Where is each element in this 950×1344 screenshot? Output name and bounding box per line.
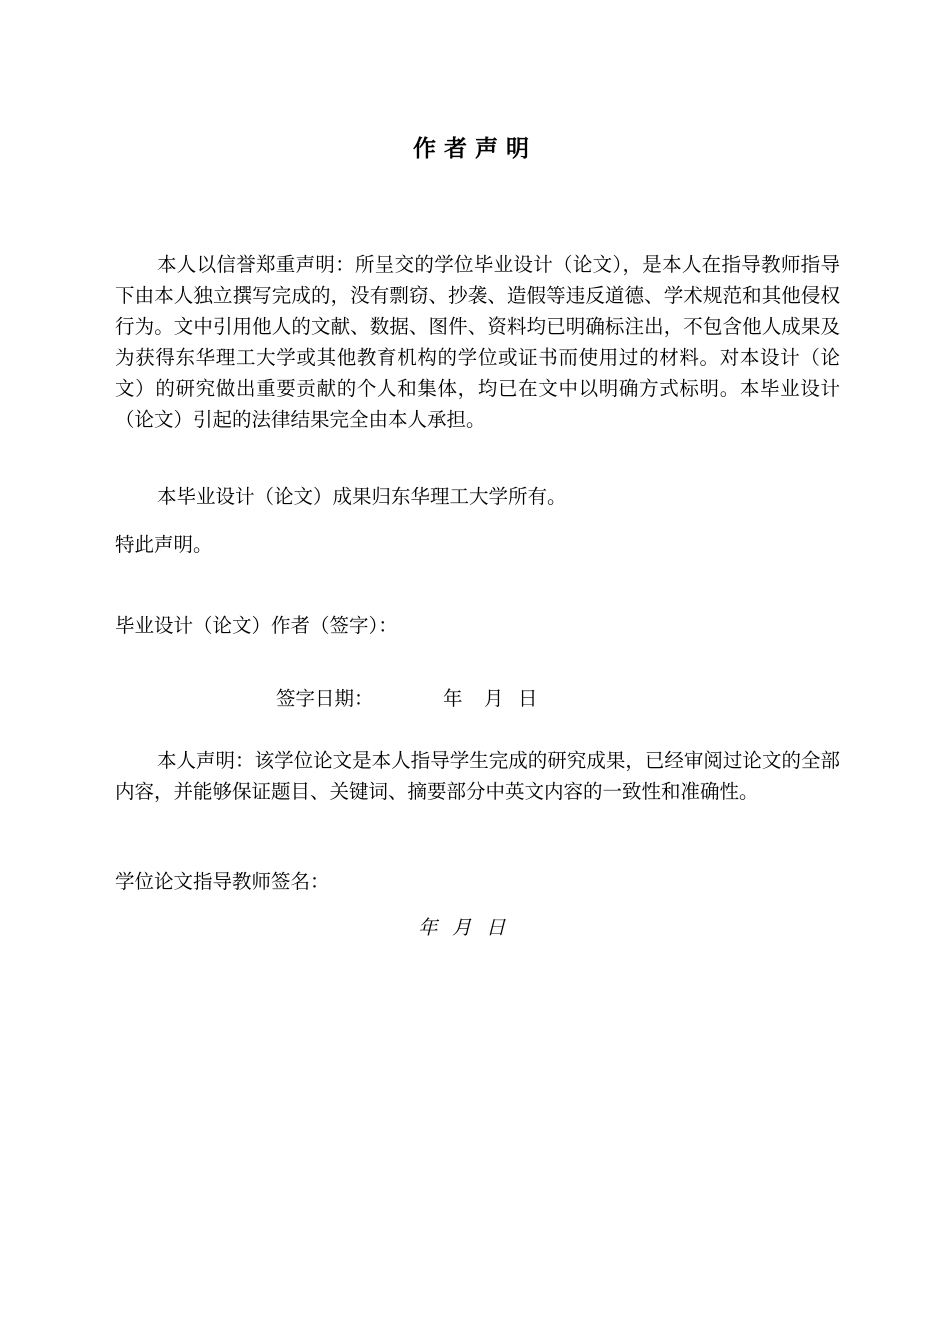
page-title: 作者声明 [413, 135, 537, 162]
advisor-signature-label: 学位论文指导教师签名： [115, 870, 330, 893]
advisor-statement-paragraph [115, 745, 840, 807]
author-signature-label: 毕业设计（论文）作者（签字）： [115, 614, 398, 637]
declaration-paragraph [115, 249, 840, 435]
declaration-text: 本人以信誉郑重声明：所呈交的学位毕业设计（论文），是本人在指导教师指导下由本人独立撰写完成的，没有剽窃、抄袭、造假等违反道德、学术规范和其他侵权行为。文中引用他人的文献、数据、图件、资料均已明确标注出，不包含他人成果及为获得东华理工大学或其他教育机构的学位或证书而使用过的材料。对本设计（论文）的研究做出重要贡献的个人和集体，均已在文中以明确方式标明。本毕业设计（论文）引起的法律结果完全由本人承担。 [115, 253, 840, 431]
ownership-text: 本毕业设计（论文）成果归东华理工大学所有。 [157, 485, 567, 508]
special-statement-text: 特此声明。 [115, 533, 213, 556]
advisor-date-month: 月 [452, 916, 472, 939]
sign-date-year: 年 [443, 687, 463, 710]
sign-date-month: 月 [484, 687, 504, 710]
sign-date-day: 日 [518, 687, 538, 710]
advisor-date-day: 日 [486, 916, 506, 939]
ownership-paragraph [115, 481, 840, 512]
sign-date-label: 签字日期： [276, 687, 374, 710]
advisor-statement-text: 本人声明：该学位论文是本人指导学生完成的研究成果，已经审阅过论文的全部内容，并能够保证题目、关键词、摘要部分中英文内容的一致性和准确性。 [115, 749, 840, 803]
advisor-date-year: 年 [418, 916, 438, 939]
special-statement [115, 529, 840, 560]
